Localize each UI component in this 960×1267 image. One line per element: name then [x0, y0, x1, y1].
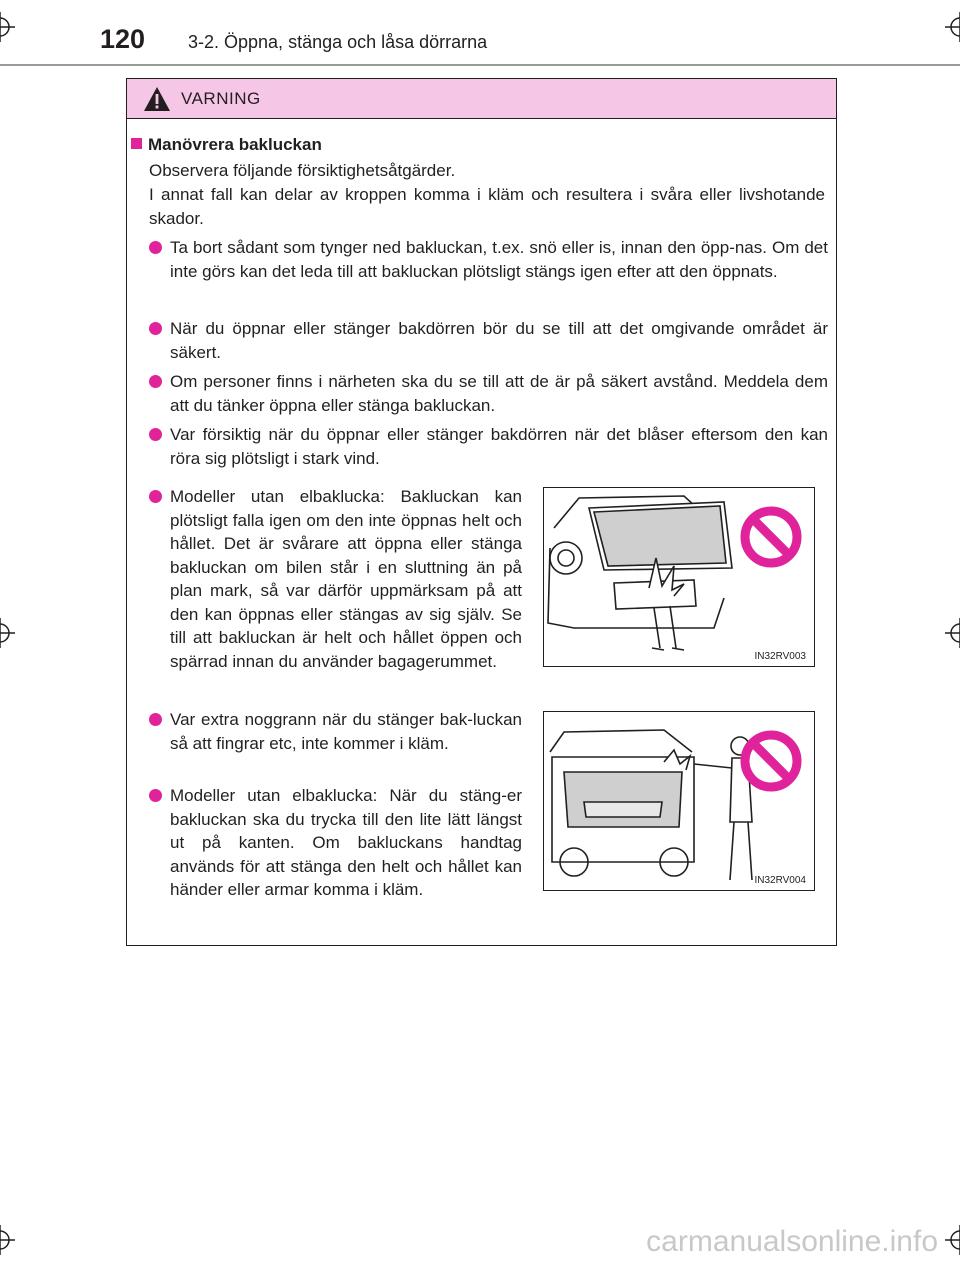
- header-divider: [0, 64, 960, 66]
- warning-triangle-icon: [143, 86, 171, 112]
- bullet-text: Var försiktig när du öppnar eller stänger bakdörren när det blåser eftersom den kan röra sig plötsligt i stark vind.: [170, 425, 828, 468]
- bullet-icon: [149, 241, 162, 254]
- page-number: 120: [100, 24, 146, 54]
- figure-code: IN32RV004: [754, 875, 806, 886]
- prohibited-icon: [740, 506, 802, 568]
- registration-mark-icon: [945, 618, 960, 648]
- figure-tailgate-falling: [543, 487, 815, 667]
- bullet-icon: [149, 428, 162, 441]
- warning-box: [126, 78, 837, 946]
- figure-code: IN32RV003: [754, 651, 806, 662]
- bullet-text: Var extra noggrann när du stänger bak-luckan så att fingrar etc, inte kommer i kläm.: [170, 710, 522, 753]
- warning-header: [127, 79, 836, 119]
- bullet-icon: [149, 375, 162, 388]
- watermark: carmanualsonline.info: [646, 1225, 938, 1258]
- bullet-text: När du öppnar eller stänger bakdörren bör du se till att det omgivande området är säkert.: [170, 319, 828, 362]
- bullet-icon: [149, 490, 162, 503]
- bullet-icon: [149, 322, 162, 335]
- warning-title: VARNING: [181, 89, 261, 108]
- prohibited-icon: [740, 730, 802, 792]
- bullet-text: Om personer finns i närheten ska du se till att de är på säkert avstånd. Meddela dem att du tänker öppna eller stänga bakluckan.: [170, 372, 828, 415]
- bullet-icon: [149, 713, 162, 726]
- intro-paragraph: I annat fall kan delar av kroppen komma i kläm och resultera i svåra eller livshotande skador.: [149, 185, 825, 228]
- bullet-icon: [149, 789, 162, 802]
- bullet-text: Modeller utan elbaklucka: Bakluckan kan plötsligt falla igen om den inte öppnas helt och hållet. Det är svårare att öppna eller stänga bakluckan om bilen står i en sluttning än på plan mark, så var därför uppmärksam på att den kan öppnas eller stängas av sig själv. Se till att bakluckan är helt och hållet öppen och spärrad innan du använder bagagerummet.: [170, 487, 522, 671]
- warning-heading: [131, 135, 322, 155]
- registration-mark-icon: [0, 618, 15, 648]
- registration-mark-icon: [0, 1225, 15, 1255]
- page-header: [0, 0, 960, 70]
- square-bullet-icon: [131, 138, 142, 149]
- section-title: 3-2. Öppna, stänga och låsa dörrarna: [188, 32, 488, 52]
- registration-mark-icon: [945, 1225, 960, 1255]
- bullet-text: Ta bort sådant som tynger ned bakluckan, t.ex. snö eller is, innan den öpp-nas. Om det inte görs kan det leda till att bakluckan plötsligt stängs igen efter att den öppnats.: [170, 238, 828, 281]
- bullet-text: Modeller utan elbaklucka: När du stäng-er bakluckan ska du trycka till den lite lätt längst ut på kanten. Om bakluckans handtag används för att stänga den helt och hållet kan händer eller armar komma i kläm.: [170, 786, 522, 899]
- intro-line: Observera följande försiktighetsåtgärder.: [149, 161, 456, 180]
- warning-heading-text: Manövrera bakluckan: [148, 135, 322, 154]
- figure-closing-tailgate: [543, 711, 815, 891]
